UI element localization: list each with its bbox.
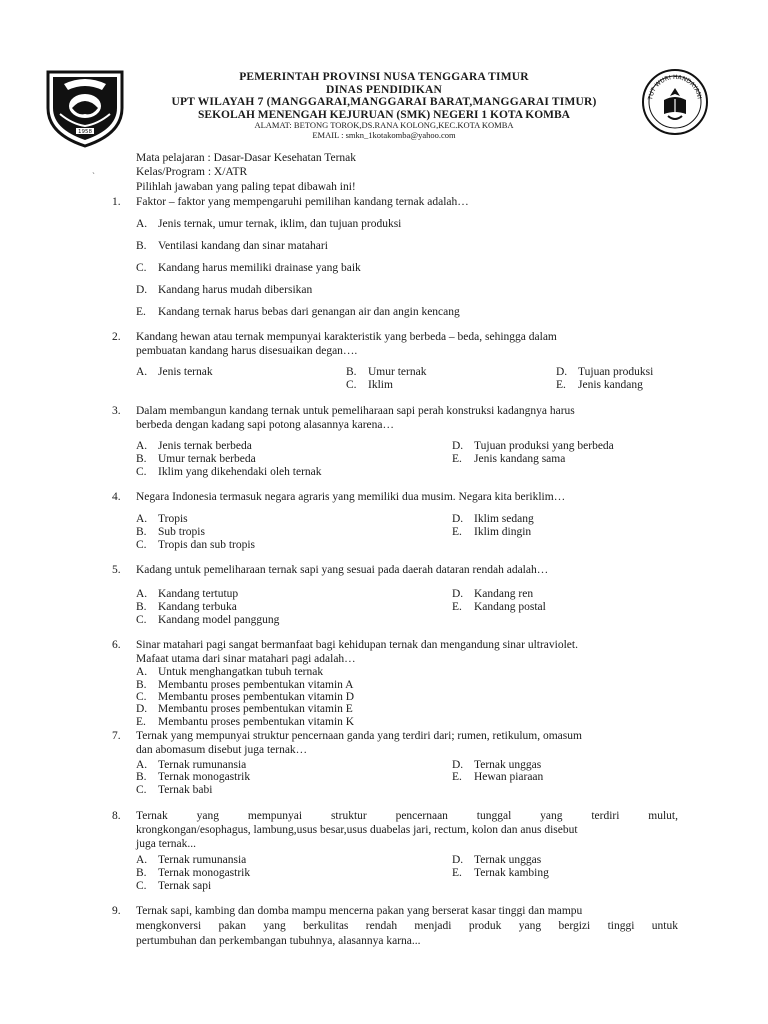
question-number: 6. — [112, 639, 121, 651]
header-line-province: PEMERINTAH PROVINSI NUSA TENGGARA TIMUR — [239, 71, 529, 83]
answer-option: A. Untuk menghangatkan tubuh ternak — [136, 666, 324, 678]
answer-option: E. Kandang ternak harus bebas dari genangan air dan angin kencang — [136, 306, 460, 318]
answer-option: E. Jenis kandang sama — [452, 453, 566, 465]
answer-option: C. Ternak babi — [136, 784, 213, 796]
question-text-line: berbeda dengan kadang sapi potong alasannya karena… — [136, 419, 395, 431]
answer-option: B. Membantu proses pembentukan vitamin A — [136, 679, 354, 691]
header-address: ALAMAT: BETONG TOROK,DS.RANA KOLONG,KEC.KOTA KOMBA — [254, 120, 514, 130]
question-text-line: Ternak yang mempunyai struktur pencernaan ganda yang terdiri dari; rumen, retikulum, omasum — [136, 730, 582, 742]
answer-option: C. Membantu proses pembentukan vitamin D — [136, 691, 355, 703]
question-text-line: Dalam membangun kandang ternak untuk pemeliharaan sapi perah konstruksi kadangnya harus — [136, 405, 575, 417]
answer-option: A. Ternak rumunansia — [136, 759, 247, 771]
answer-option: C. Iklim yang dikehendaki oleh ternak — [136, 466, 322, 478]
answer-option: A. Jenis ternak, umur ternak, iklim, dan tujuan produksi — [136, 218, 402, 230]
answer-option: D. Kandang ren — [452, 588, 534, 600]
answer-option: B. Umur ternak berbeda — [136, 453, 256, 465]
question-number: 9. — [112, 905, 121, 917]
question-number: 1. — [112, 196, 121, 208]
question-text-line: Sinar matahari pagi sangat bermanfaat bagi kehidupan ternak dan mengandung sinar ultraviolet. — [136, 639, 578, 651]
answer-option: A. Jenis ternak — [136, 366, 213, 378]
answer-option: E. Hewan piaraan — [452, 771, 544, 783]
answer-option: C. Iklim — [346, 379, 393, 391]
answer-option: C. Kandang harus memiliki drainase yang baik — [136, 262, 361, 274]
answer-option: B. Umur ternak — [346, 366, 427, 378]
answer-option: D. Iklim sedang — [452, 513, 534, 525]
answer-option: D. Tujuan produksi — [556, 366, 654, 378]
question-text: Kadang untuk pemeliharaan ternak sapi yang sesuai pada daerah dataran rendah adalah… — [136, 564, 549, 576]
question-text-line: Ternak yang mempunyai struktur pencernaan tunggal yang terdiri mulut, — [136, 810, 678, 822]
question-number: 7. — [112, 730, 121, 742]
answer-option: E. Membantu proses pembentukan vitamin K — [136, 716, 355, 728]
answer-option: D. Tujuan produksi yang berbeda — [452, 440, 614, 452]
question-text: Faktor – faktor yang mempengaruhi pemilihan kandang ternak adalah… — [136, 196, 469, 208]
answer-option: B. Ternak monogastrik — [136, 867, 251, 879]
answer-option: E. Ternak kambing — [452, 867, 549, 879]
question-text-line: pembuatan kandang harus disesuaikan degan…. — [136, 345, 358, 357]
tut-wuri-handayani-logo-icon — [640, 66, 710, 138]
answer-option: E. Jenis kandang — [556, 379, 643, 391]
answer-option: B. Ventilasi kandang dan sinar matahari — [136, 240, 328, 252]
answer-option: A. Ternak rumunansia — [136, 854, 247, 866]
question-text-line: krongkongan/esophagus, lambung,usus besar,usus duabelas jari, rectum, kolon dan anus disebut — [136, 824, 578, 836]
question-text-line: Mafaat utama dari sinar matahari pagi adalah… — [136, 653, 356, 665]
question-text: Negara Indonesia termasuk negara agraris yang memiliki dua musim. Negara kita beriklim… — [136, 491, 566, 503]
question-text-line: mengkonversi pakan yang berkulitas rendah menjadi produk yang bergizi tinggi untuk — [136, 920, 678, 932]
provincial-emblem-icon — [42, 64, 128, 148]
header-email: EMAIL : smkn_1kotakomba@yahoo.com — [312, 129, 456, 140]
question-text-line: juga ternak... — [136, 838, 197, 850]
answer-option: E. Iklim dingin — [452, 526, 532, 538]
header-line-upt: UPT WILAYAH 7 (MANGGARAI,MANGGARAI BARAT,MANGGARAI TIMUR) — [171, 96, 597, 108]
svg-text:TUT WURI HANDAYANI: TUT WURI HANDAYANI — [647, 73, 703, 101]
answer-option: D. Ternak unggas — [452, 854, 542, 866]
instruction-line: Pilihlah jawaban yang paling tepat dibawah ini! — [136, 181, 356, 193]
question-number: 2. — [112, 331, 121, 343]
question-text-line: dan abomasum disebut juga ternak… — [136, 744, 308, 756]
answer-option: C. Kandang model panggung — [136, 614, 280, 626]
question-text-line: Kandang hewan atau ternak mempunyai karakteristik yang berbeda – beda, sehingga dalam — [136, 331, 557, 343]
subject-line: Mata pelajaran : Dasar-Dasar Kesehatan Ternak — [136, 152, 357, 164]
header-line-school: SEKOLAH MENENGAH KEJURUAN (SMK) NEGERI 1 KOTA KOMBA — [198, 108, 570, 121]
answer-option: A. Jenis ternak berbeda — [136, 440, 252, 452]
letterhead — [150, 71, 618, 140]
answer-option: A. Tropis — [136, 513, 188, 525]
answer-option: B. Ternak monogastrik — [136, 771, 251, 783]
header-line-department: DINAS PENDIDIKAN — [326, 83, 442, 96]
answer-option: D. Ternak unggas — [452, 759, 542, 771]
question-number: 3. — [112, 405, 121, 417]
answer-option: E. Kandang postal — [452, 601, 546, 613]
answer-option: B. Kandang terbuka — [136, 601, 237, 613]
question-text-line: Ternak sapi, kambing dan domba mampu mencerna pakan yang berserat kasar tinggi dan mampu — [136, 905, 583, 917]
answer-option: D. Membantu proses pembentukan vitamin E — [136, 703, 353, 715]
answer-option: C. Ternak sapi — [136, 880, 212, 892]
answer-option: C. Tropis dan sub tropis — [136, 539, 256, 551]
answer-option: B. Sub tropis — [136, 526, 205, 538]
stray-mark: ` — [92, 171, 95, 181]
question-number: 4. — [112, 491, 121, 503]
question-number: 8. — [112, 810, 121, 822]
question-number: 5. — [112, 564, 121, 576]
answer-option: D. Kandang harus mudah dibersikan — [136, 284, 313, 296]
program-line: Kelas/Program : X/ATR — [136, 166, 248, 178]
svg-text:1958: 1958 — [78, 129, 92, 135]
question-text-line: pertumbuhan dan perkembangan tubuhnya, alasannya karna... — [136, 935, 421, 947]
answer-option: A. Kandang tertutup — [136, 588, 239, 600]
